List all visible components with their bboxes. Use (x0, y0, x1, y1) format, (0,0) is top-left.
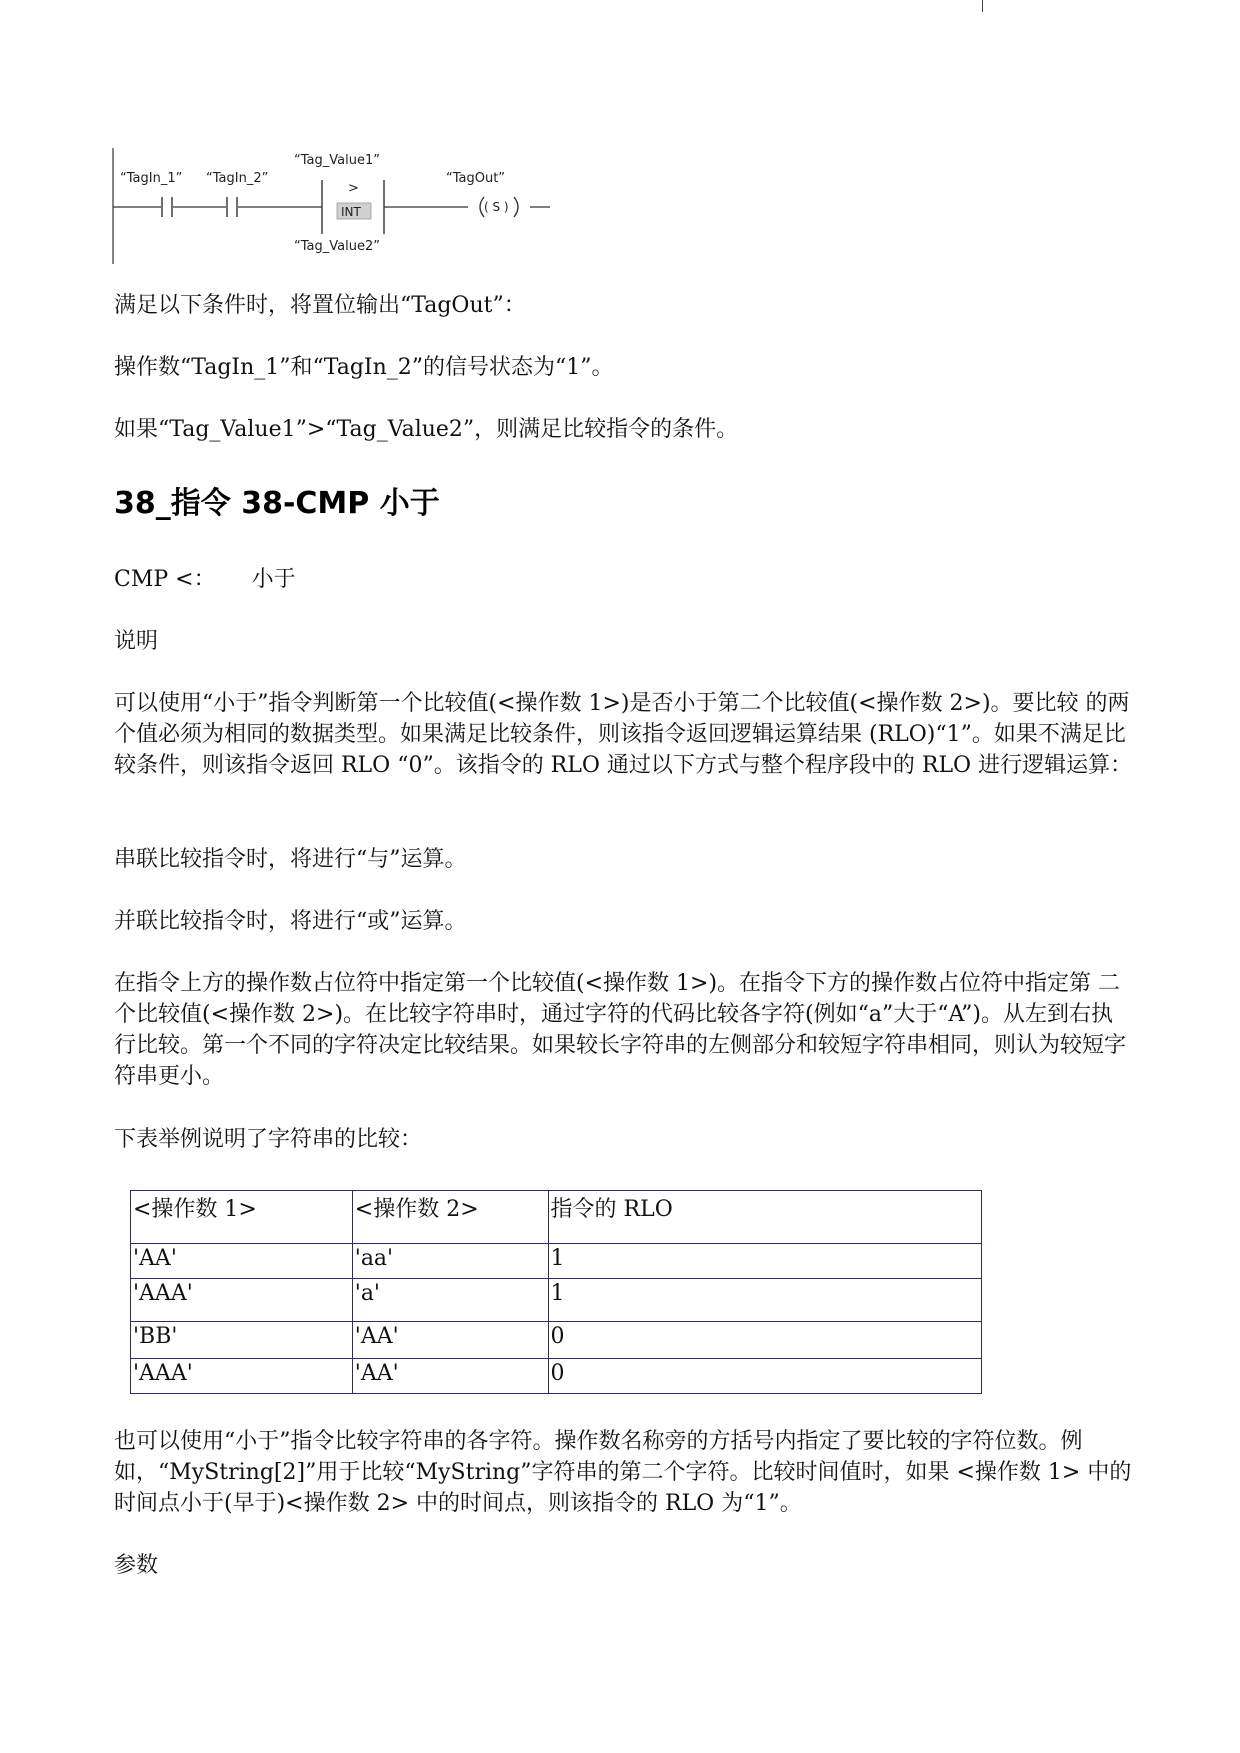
contact-tagin1 (162, 197, 172, 217)
table-row (131, 1359, 982, 1394)
table-row (131, 1244, 982, 1279)
paragraph-char-compare: 也可以使用“小于”指令比较字符串的各字符。操作数名称旁的方括号内指定了要比较的字符位数。例 如，“MyString[2]”用于比较“MyString”字符串的第二个字符。比较时间值时，如果 <操作数 1> 中的时间点小于(早于)<操作数 2> 中的时间点，则该指令的 RLO 为“1”。 (114, 1429, 1132, 1516)
table-row (131, 1322, 982, 1359)
cmp-name: 小于 (251, 567, 296, 592)
table-header-cell: <操作数 2> (352, 1191, 548, 1244)
table-cell: 1 (548, 1279, 981, 1322)
paragraph-description: 可以使用“小于”指令判断第一个比较值(<操作数 1>)是否小于第二个比较值(<操作数 2>)。要比较 的两个值必须为相同的数据类型。如果满足比较条件，则该指令返回逻辑运算结果 (RLO)“1”。如果不满足比较条件，则该指令返回 RLO “0”。该指令的 RLO 通过以下方式与整个程序段中的 RLO 进行逻辑运算： (114, 691, 1133, 778)
table-cell: 'AA' (352, 1322, 548, 1359)
section-heading: 38_指令 38-CMP 小于 (114, 486, 440, 521)
table-cell: 'a' (352, 1279, 548, 1322)
table-cell: 'AAA' (131, 1359, 353, 1394)
table-cell: 'AA' (352, 1359, 548, 1394)
cmp-title-line (114, 564, 296, 595)
compare-operator: > (348, 181, 359, 196)
string-compare-table (130, 1190, 982, 1394)
cmp-code: CMP <： (114, 567, 216, 592)
paragraph-parallel: 并联比较指令时，将进行“或”运算。 (114, 909, 467, 934)
label-tagvalue2: “Tag_Value2” (294, 239, 380, 254)
label-tagin1: “TagIn_1” (120, 171, 183, 186)
description-label: 说明 (114, 629, 159, 654)
table-cell: 'AAA' (131, 1279, 353, 1322)
ladder-diagram (112, 148, 552, 266)
label-tagin2: “TagIn_2” (206, 171, 269, 186)
table-cell: 0 (548, 1322, 981, 1359)
ladder-svg (112, 148, 552, 266)
table-header-cell: <操作数 1> (131, 1191, 353, 1244)
label-tagout: “TagOut” (446, 171, 506, 186)
table-cell: 'AA' (131, 1244, 353, 1279)
parameters-label: 参数 (114, 1553, 159, 1578)
table-header-cell: 指令的 RLO (548, 1191, 981, 1244)
paragraph-table-intro: 下表举例说明了字符串的比较： (114, 1127, 423, 1152)
label-tagvalue1: “Tag_Value1” (294, 153, 380, 168)
paragraph-placeholders: 在指令上方的操作数占位符中指定第一个比较值(<操作数 1>)。在指令下方的操作数占位符中指定第 二个比较值(<操作数 2>)。在比较字符串时，通过字符的代码比较各字符(例如“a”大于“A”)。从左到右执行比较。第一个不同的字符决定比较结果。如果较长字符串的左侧部分和较短字符串相同，则认为较短字符串更小。 (114, 971, 1127, 1089)
contact-tagin2 (227, 197, 237, 217)
paragraph-compare-condition: 如果“Tag_Value1”>“Tag_Value2”，则满足比较指令的条件。 (114, 417, 739, 442)
table-cell: 'BB' (131, 1322, 353, 1359)
datatype-label: INT (341, 205, 361, 219)
paragraph-set-condition: 满足以下条件时，将置位输出“TagOut”： (114, 293, 526, 318)
table-cell: 1 (548, 1244, 981, 1279)
coil-symbol: ( S ) (484, 200, 509, 214)
paragraph-series: 串联比较指令时，将进行“与”运算。 (114, 847, 467, 872)
table-cell: 0 (548, 1359, 981, 1394)
paragraph-signal-state: 操作数“TagIn_1”和“TagIn_2”的信号状态为“1”。 (114, 355, 614, 380)
table-header-row (131, 1191, 982, 1244)
page-edge-mark (982, 0, 983, 12)
table-cell: 'aa' (352, 1244, 548, 1279)
table-row (131, 1279, 982, 1322)
